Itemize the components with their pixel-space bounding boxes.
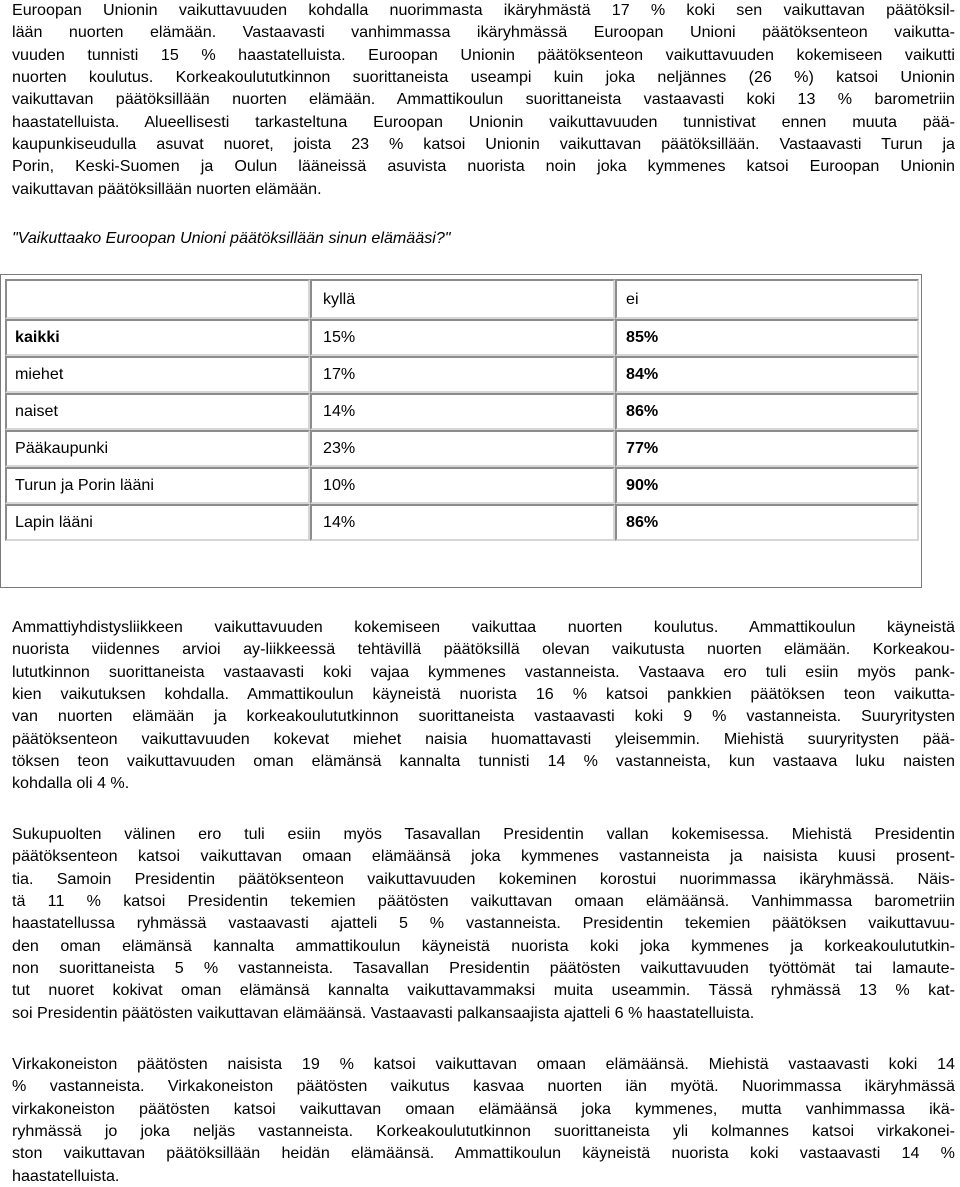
survey-question: "Vaikuttaako Euroopan Unioni päätöksillään sinun elämääsi?" [12,229,451,247]
text-line: non suorittaneista 5 % vastanneista. Tasavallan Presidentin päätösten vaikuttavuuden työttömät tai lamaute- [12,959,955,978]
row-no-value: 85% [615,319,919,356]
table-row [5,430,919,467]
text-line: soi Presidentin päätösten vaikuttavan elämäänsä. Vastaavasti palkansaajista ajatteli 6 % haastatelluista. [12,1003,755,1022]
row-no-value: 84% [615,356,919,393]
header-cell-no: ei [615,279,919,319]
text-line: tia. Samoin Presidentin päätöksenteon vaikuttavuuden kokeminen korostui nuorimmassa ikäryhmässä. Näis- [12,869,955,888]
header-cell-yes: kyllä [310,279,615,319]
text-line: tut nuoret kokivat oman elämänsä kannalta vaikuttavammaksi muita useammin. Tässä ryhmässä 13 % kat- [12,981,955,1000]
row-no-value: 90% [615,467,919,504]
table-row [5,467,919,504]
table-row [5,393,919,430]
text-line: ryhmässä jo joka neljäs vastanneista. Korkeakoulututkinnon suorittaneista yli kolmannes katsoi virkakonei- [12,1122,955,1141]
text-line: haastatelluista. [12,1166,120,1185]
row-label: Lapin lääni [5,504,310,541]
text-line: Sukupuolten välinen ero tuli esiin myös Tasavallan Presidentin vallan kokemisessa. Miehistä Presidentin [12,825,955,843]
results-table [5,279,919,541]
table-row [5,356,919,393]
row-yes-value: 23% [310,430,615,467]
text-line: den oman elämänsä kannalta ammattikoulun käyneistä nuorista koki joka kymmenes ja korkeakoulututkin- [12,936,955,955]
paragraph-bureaucracy [12,1053,955,1187]
table-header-row [5,279,919,319]
intro-paragraph [12,0,955,200]
row-label: Turun ja Porin lääni [5,467,310,504]
header-cell-empty [5,279,310,319]
row-yes-value: 10% [310,467,615,504]
text-line: kaupunkiseudulla asuvat nuoret, joista 23 % katsoi Unionin vaikuttavan päätöksillään. Vastaavasti Turun ja [12,135,955,154]
text-line: tä 11 % katsoi Presidentin tekemien päätösten vaikuttavan omaan elämäänsä. Vanhimmassa barometriin [12,892,955,911]
paragraph-trade-unions [12,616,955,795]
text-line: Ammattiyhdistysliikkeen vaikuttavuuden kokemiseen vaikuttaa nuorten koulutus. Ammattikoulun käyneistä [12,618,955,636]
results-table-frame [0,274,922,588]
row-no-value: 86% [615,504,919,541]
row-label: kaikki [5,319,310,356]
text-line: päätöksenteon katsoi vaikuttavan omaan elämäänsä joka kymmenes vastanneista ja naisista kuusi prosent- [12,847,955,866]
row-yes-value: 15% [310,319,615,356]
row-yes-value: 14% [310,393,615,430]
row-yes-value: 17% [310,356,615,393]
text-line: van nuorten elämään ja korkeakoulututkinnon suorittaneista vastaavasti koki 9 % vastanneista. Suuryritysten [12,707,955,726]
text-line: Euroopan Unionin vaikuttavuuden kohdalla nuorimmasta ikäryhmästä 17 % koki sen vaikuttavan päätöksil- [12,1,955,19]
text-line: haastatelluista. Alueellisesti tarkasteltuna Euroopan Unionin vaikuttavuuden tunnistivat ennen muuta pää- [12,112,955,131]
row-no-value: 77% [615,430,919,467]
text-line: haastatellussa ryhmässä vastaavasti ajatteli 5 % vastanneista. Presidentin tekemien päätöksen vaikuttavuu- [12,914,955,933]
text-line: Virkakoneiston päätösten naisista 19 % katsoi vaikuttavan omaan elämäänsä. Miehistä vastaavasti koki 14 [12,1055,955,1073]
row-label: miehet [5,356,310,393]
row-no-value: 86% [615,393,919,430]
paragraph-president [12,823,955,1024]
row-yes-value: 14% [310,504,615,541]
text-line: % vastanneista. Virkakoneiston päätösten vaikutus kasvaa nuorten iän myötä. Nuorimmassa ikäryhmässä [12,1077,955,1096]
text-line: lään nuorten elämään. Vastaavasti vanhimmassa ikäryhmässä Euroopan Unioni päätöksenteon vaikutta- [12,23,955,42]
text-line: vuuden tunnisti 15 % haastatelluista. Euroopan Unionin päätöksenteon vaikuttavuuden kokemiseen vaikutti [12,45,955,64]
text-line: kien vaikutuksen kohdalla. Ammattikoulun käyneistä nuorista 16 % katsoi pankkien päätöksen teon vaikutta- [12,685,955,704]
row-label: Pääkaupunki [5,430,310,467]
text-line: Porin, Keski-Suomen ja Oulun lääneissä asuvista nuorista noin joka kymmenes katsoi Euroopan Unionin [12,157,955,176]
text-line: nuorten koulutus. Korkeakoulututkinnon suorittaneista useampi kuin joka neljännes (26 %) katsoi Unionin [12,68,955,87]
text-line: töksen teon vaikuttavuuden oman elämänsä kannalta tunnisti 14 % vastanneista, kun vastaava luku naisten [12,752,955,771]
table-row [5,504,919,541]
text-line: nuorista viidennes arvioi ay-liikkeessä tehtävillä päätöksillä olevan vaikutusta nuorten elämään. Korkeakou- [12,640,955,659]
table-row [5,319,919,356]
text-line: päätöksenteon vaikuttavuuden kokevat miehet naisia huomattavasti yleisemmin. Miehistä suuryritysten pää- [12,729,955,748]
text-line: vaikuttavan päätöksillään nuorten elämään. Ammattikoulun suorittaneista vastaavasti koki 13 % barometriin [12,90,955,109]
text-line: virkakoneiston päätösten katsoi vaikuttavan omaan elämäänsä joka kymmenes, mutta vanhimmassa ikä- [12,1099,955,1118]
row-label: naiset [5,393,310,430]
text-line: ston vaikuttavan päätöksillään heidän elämäänsä. Ammattikoulun käyneistä nuorista koki vastaavasti 14 % [12,1144,955,1163]
text-line: kohdalla oli 4 %. [12,774,130,793]
text-line: vaikuttavan päätöksillään nuorten elämään. [12,179,322,198]
text-line: lututkinnon suorittaneista vastaavasti koki vajaa kymmenes vastanneista. Vastaava ero tuli esiin myös pank- [12,662,955,681]
